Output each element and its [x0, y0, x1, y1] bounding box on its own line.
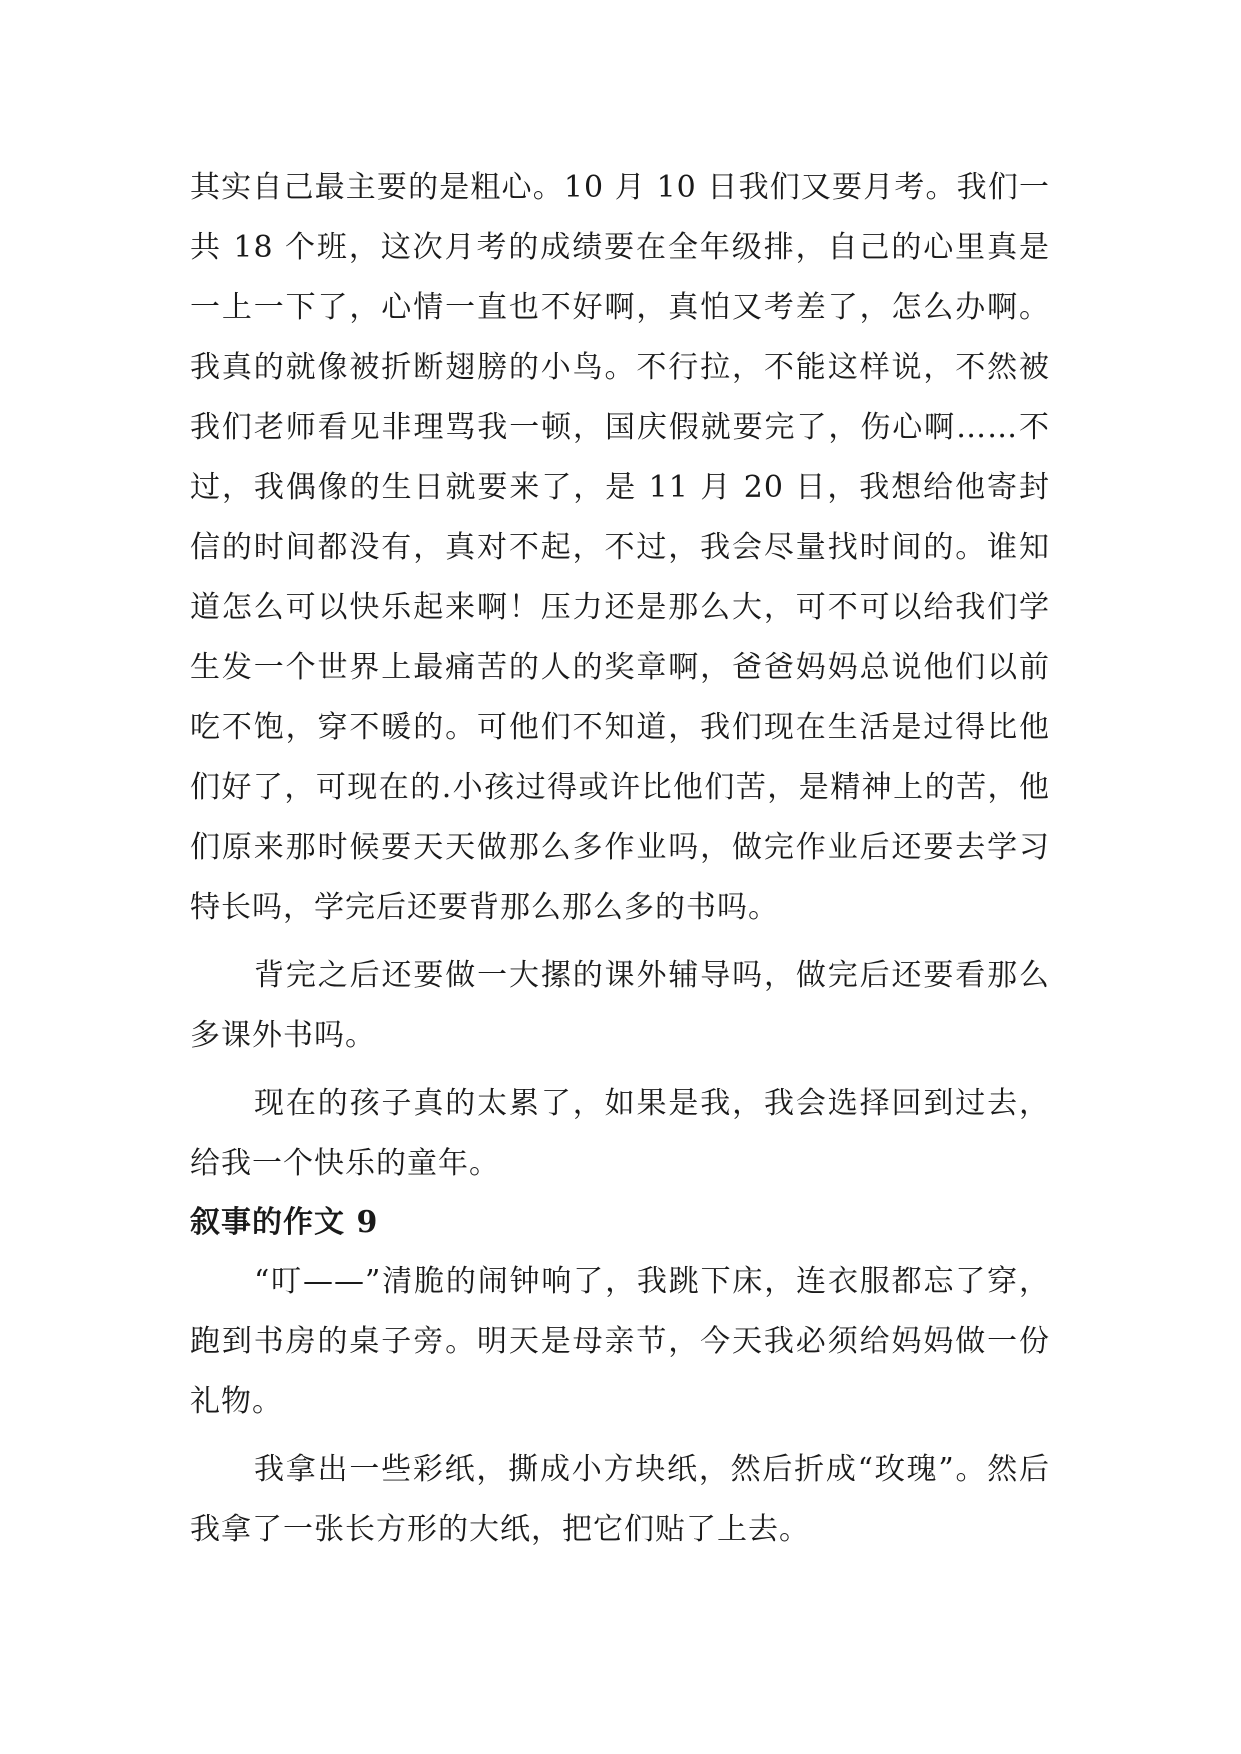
paragraph-paper-roses: 我拿出一些彩纸，撕成小方块纸，然后折成“玫瑰”。然后我拿了一张长方形的大纸，把它们贴了上去。	[190, 1452, 1050, 1547]
paragraph-tired-children: 现在的孩子真的太累了，如果是我，我会选择回到过去，给我一个快乐的童年。	[190, 1086, 1050, 1181]
document-body	[190, 158, 1050, 1560]
paragraph-alarm-clock: “叮——”清脆的闹钟响了，我跳下床，连衣服都忘了穿，跑到书房的桌子旁。明天是母亲节，今天我必须给妈妈做一份礼物。	[190, 1264, 1050, 1419]
section-title: 叙事的作文 9	[190, 1205, 379, 1240]
paragraph-gap	[190, 1066, 1050, 1074]
paragraph-gap	[190, 1432, 1050, 1440]
paragraph-tutoring: 背完之后还要做一大摞的课外辅导吗，做完后还要看那么多课外书吗。	[190, 958, 1050, 1053]
paragraph-gap	[190, 938, 1050, 946]
paragraph-continuation: 其实自己最主要的是粗心。10 月 10 日我们又要月考。我们一共 18 个班，这次月考的成绩要在全年级排，自己的心里真是一上一下了，心情一直也不好啊，真怕又考差了，怎么办啊。我真的就像被折断翅膀的小鸟。不行拉，不能这样说，不然被我们老师看见非理骂我一顿，国庆假就要完了，伤心啊……不过，我偶像的生日就要来了，是 11 月 20 日，我想给他寄封信的时间都没有，真对不起，不过，我会尽量找时间的。谁知道怎么可以快乐起来啊！压力还是那么大，可不可以给我们学生发一个世界上最痛苦的人的奖章啊，爸爸妈妈总说他们以前吃不饱，穿不暖的。可他们不知道，我们现在生活是过得比他们好了，可现在的.小孩过得或许比他们苦，是精神上的苦，他们原来那时候要天天做那么多作业吗，做完作业后还要去学习特长吗，学完后还要背那么那么多的书吗。	[190, 170, 1050, 925]
